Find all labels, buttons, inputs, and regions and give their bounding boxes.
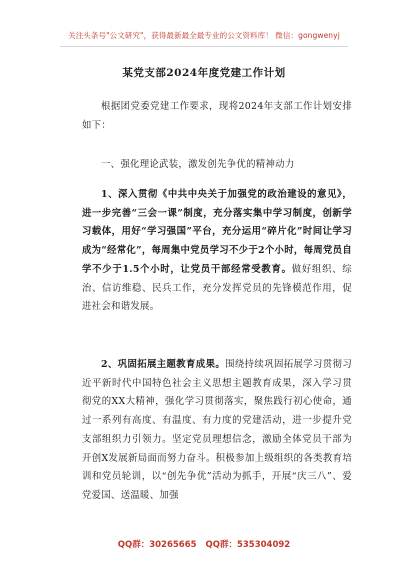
footer-qq-group-1: QQ群：30265665 xyxy=(117,540,197,550)
item-2-lead: 2、巩固拓展主题教育成果。 xyxy=(101,359,226,370)
document-title: 某党支部2024年度党建工作计划 xyxy=(122,67,286,79)
item-1-lead: 1、深入贯彻《中共中央关于加强党的政治建设的意见》 xyxy=(101,189,343,200)
header-banner: 关注头条号"公文研究"，获得最新最全最专业的公文资料库！ 微信：gongwenyj xyxy=(68,31,340,40)
section-heading: 一、强化理论武装，激发创先争优的精神动力 xyxy=(101,159,295,170)
item-1-emphasis: ，进一步完善“三会一课”制度，充分落实集中学习制度，创新学习载体，用好“学习强国”平台，充分运用“碎片化”时间让学习成为“经常化”，每周集中党员学习不少于2个小时，每周党员自学不少于1.5个小时，让党员干部经常受教育。 xyxy=(82,189,352,275)
footer-qq-groups xyxy=(0,538,408,550)
item-2-body: 围绕持续巩固拓展学习贯彻习近平新时代中国特色社会主义思想主题教育成果，深入学习贯彻党的XX大精神，强化学习贯彻落实，聚焦践行初心使命，通过一系列有高度、有温度、有力度的党建活动，进一步提升党支部组织力引领力。坚定党员理想信念，激励全体党员干部为开创X发展新局面而努力奋斗。积极参加上级组织的各类教育培训和党员轮训，以“创先争优”活动为抓手，开展“庆三八”、爱党爱国、送温暖、加强 xyxy=(82,359,352,501)
footer-qq-group-2: QQ群：535304092 xyxy=(205,540,291,550)
item-1-body: 做好组织、综治、信访维稳、民兵工作，充分发挥党员的先锋模范作用，促进社会和谐发展。 xyxy=(82,263,352,313)
intro-paragraph: 根据团党委党建工作要求，现将2024年支部工作计划安排如下： xyxy=(82,101,352,131)
item-1-paragraph xyxy=(82,186,352,317)
item-2-paragraph xyxy=(82,356,352,506)
header-divider xyxy=(60,46,348,47)
